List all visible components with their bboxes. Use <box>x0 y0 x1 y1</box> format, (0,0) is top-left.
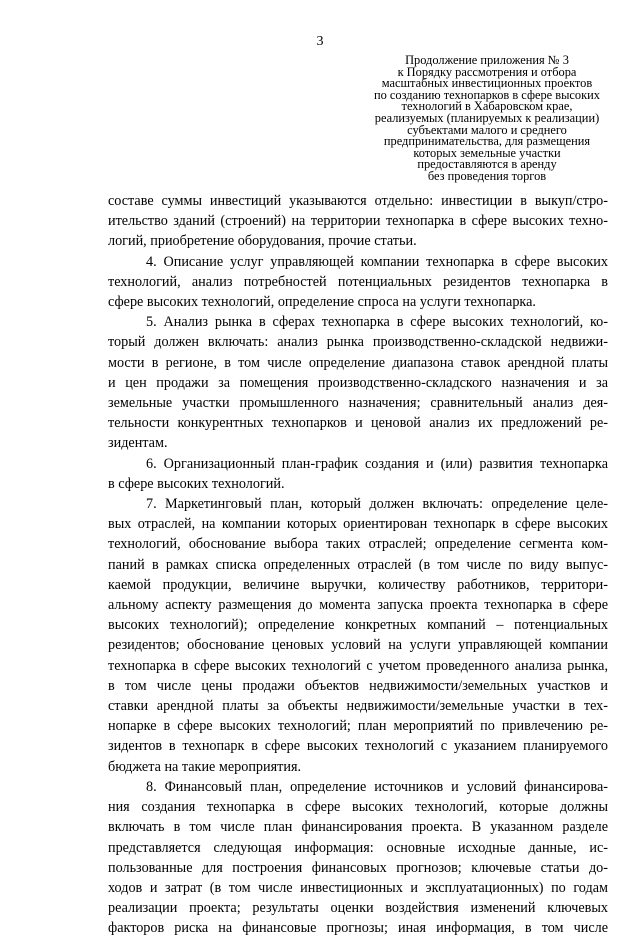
paragraph-line: земельные участки промышленного назначения; сравнительный анализ дея- <box>108 395 608 412</box>
paragraph <box>108 777 608 939</box>
paragraph <box>108 312 608 453</box>
paragraph-line: 5. Анализ рынка в сферах технопарка в сфере высоких технологий, ко- <box>146 314 608 331</box>
paragraph-line: факторов риска на финансовые прогнозы; иная информация, в том числе <box>108 920 608 937</box>
paragraph-line: высоких технологий); определение конкретных компаний – потенциальных <box>108 617 608 634</box>
annex-header-line: которых земельные участки <box>413 145 561 160</box>
paragraph-line: и цен продажи за помещения производственно-складского назначения и за <box>108 374 608 391</box>
paragraph-line: 6. Организационный план-график создания и (или) развития технопарка <box>146 455 608 472</box>
paragraph-line: паний в рамках списка определенных отраслей (в том числе по виду выпус- <box>108 556 608 573</box>
paragraph-line: технопарка в сфере высоких технологий с учетом проведенного анализа рынка, <box>108 657 608 674</box>
annex-header-line: предпринимательства, для размещения <box>383 134 591 149</box>
paragraph-line: представляется следующая информация: основные исходные данные, ис- <box>108 839 608 856</box>
paragraph-line: пользованные для построения финансовых прогнозов; ключевые статьи до- <box>108 859 608 876</box>
paragraph-line: технологий, обоснование выбора таких отраслей; определение сегмента ком- <box>108 536 608 553</box>
paragraph <box>108 252 608 313</box>
paragraph-line: 7. Маркетинговый план, который должен включать: определение целе- <box>146 496 608 513</box>
paragraph-line: реализации проекта; результаты оценки воздействия изменений ключевых <box>108 900 608 917</box>
paragraph <box>108 191 608 252</box>
paragraph-line: ительство зданий (строений) на территории технопарка в сфере высоких техно- <box>108 213 608 230</box>
paragraph-line: резидентов; обоснование ценовых условий на услуги управляющей компании <box>108 637 608 654</box>
annex-header-line: предоставляются в аренду <box>417 157 557 172</box>
paragraph-line: ставки арендной платы за объекты недвижимости/земельные участки в тех- <box>108 698 608 715</box>
paragraph-line: в том числе цены продажи объектов недвижимости/земельных участков и <box>108 677 608 694</box>
paragraph-line: альному аспекту размещения до момента запуска проекта технопарка в сфере <box>108 597 608 614</box>
annex-header <box>352 55 622 183</box>
annex-header-line: без проведения торгов <box>427 168 547 183</box>
annex-header-line: масштабных инвестиционных проектов <box>381 76 593 91</box>
annex-header-line: технологий в Хабаровском крае, <box>401 99 573 114</box>
annex-header-line: Продолжение приложения № 3 <box>405 53 569 67</box>
paragraph-line: бюджета на такие мероприятия. <box>108 758 302 775</box>
paragraph-line: нопарке в сфере высоких технологий; план мероприятий по привлечению ре- <box>108 718 608 735</box>
paragraph-line: ходов и затрат (в том числе инвестиционных и эксплуатационных) по годам <box>108 879 608 896</box>
annex-header-line: реализуемых (планируемых к реализации) <box>374 110 600 125</box>
paragraph <box>108 454 608 494</box>
paragraph-line: ния создания технопарка в сфере высоких технологий, которые должны <box>108 799 608 816</box>
paragraph-line: включать в том числе план финансирования проекта. В указанном разделе <box>108 819 608 836</box>
paragraph-line: тельности конкурентных технопарков и ценовой анализ их предложений ре- <box>108 415 608 432</box>
paragraph-line: зидентов в технопарк в сфере высоких технологий с указанием планируемого <box>108 738 608 755</box>
paragraph-line: технологий, анализ потребностей потенциальных резидентов технопарка в <box>108 273 608 290</box>
annex-header-line: к Порядку рассмотрения и отбора <box>397 64 577 79</box>
paragraph-line: торый должен включать: анализ рынка производственно-складской недвижи- <box>108 334 608 351</box>
annex-header-line: по созданию технопарков в сфере высоких <box>374 87 600 102</box>
paragraph-line: сфере высоких технологий, определение спроса на услуги технопарка. <box>108 294 536 311</box>
document-body <box>108 191 608 939</box>
paragraph-line: вых отраслей, на компании которых ориентирован технопарк в сфере высоких <box>108 516 608 533</box>
paragraph-line: составе суммы инвестиций указываются отдельно: инвестиции в выкуп/стро- <box>108 193 608 209</box>
page-number: 3 <box>316 34 324 49</box>
paragraph-line: 4. Описание услуг управляющей компании технопарка в сфере высоких <box>146 253 608 270</box>
paragraph-line: логий, приобретение оборудования, прочие статьи. <box>108 233 417 250</box>
paragraph-line: зидентам. <box>108 435 168 452</box>
paragraph-line: мости в регионе, в том числе определение диапазона ставок арендной платы <box>108 354 608 371</box>
paragraph-line: в сфере высоких технологий. <box>108 475 285 492</box>
paragraph-line: 8. Финансовый план, определение источников и условий финансирова- <box>146 778 608 795</box>
paragraph-line: каемой продукции, величине выручки, количеству работников, территори- <box>108 576 608 593</box>
paragraph <box>108 494 608 777</box>
annex-header-line: субъектами малого и среднего <box>407 122 567 137</box>
